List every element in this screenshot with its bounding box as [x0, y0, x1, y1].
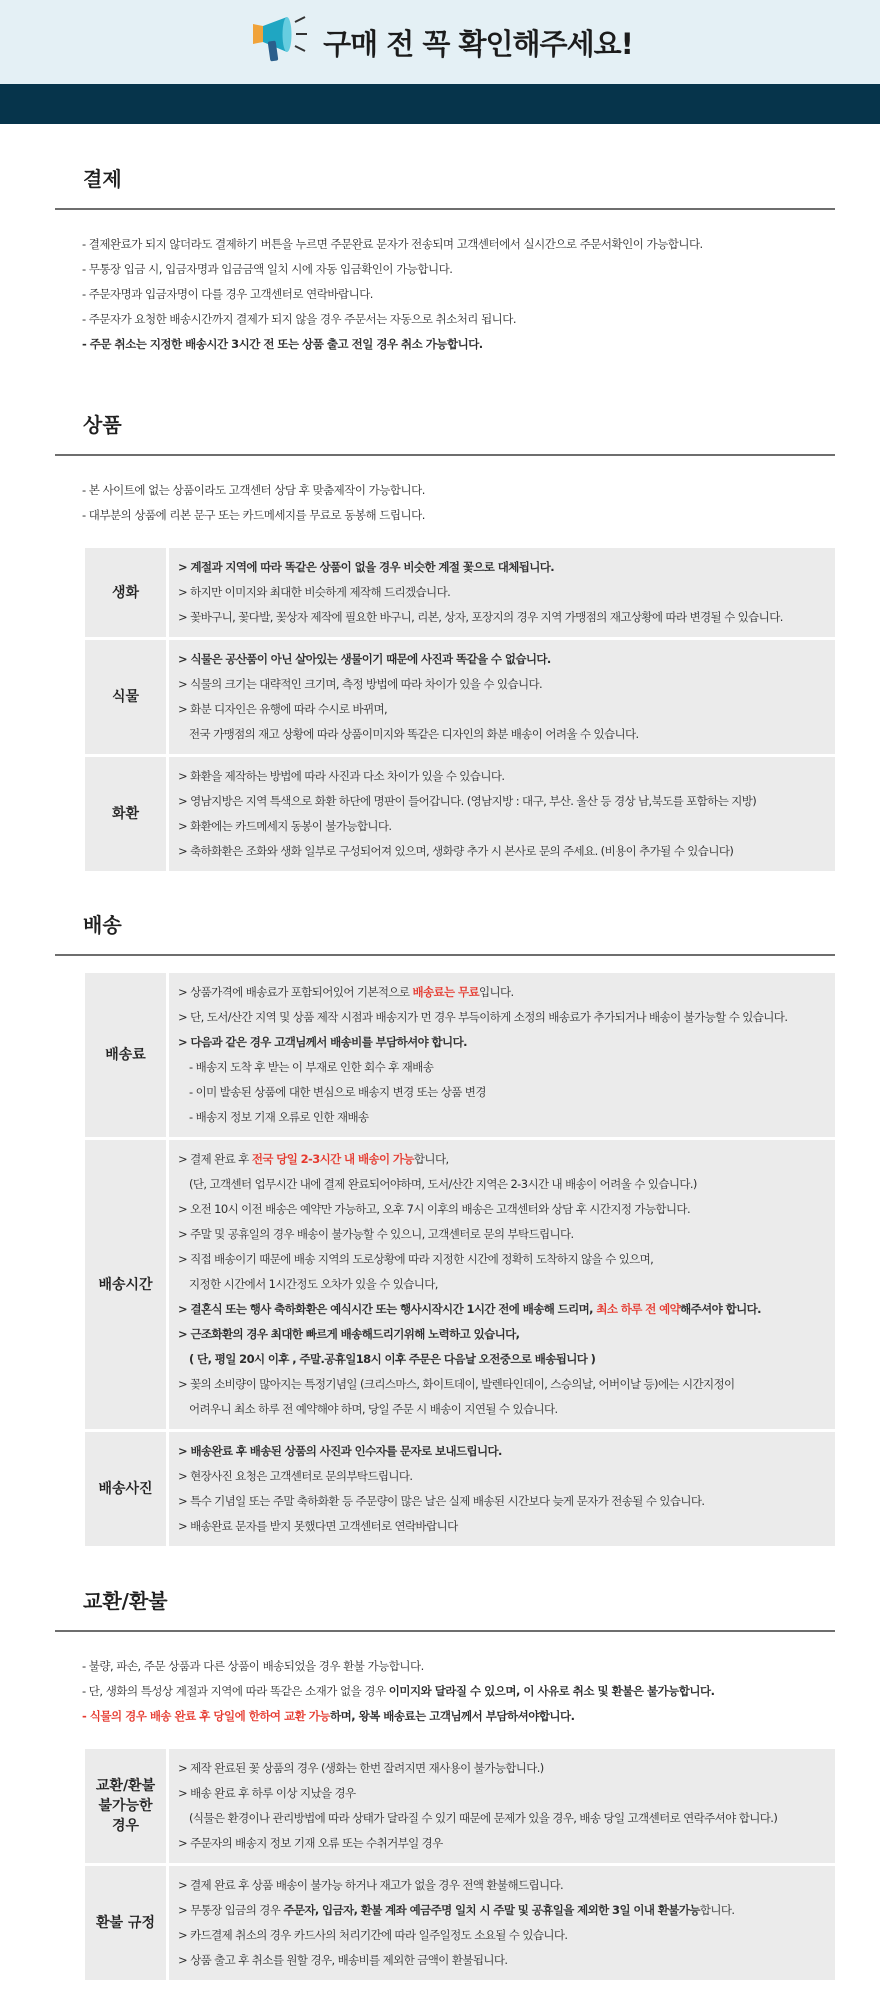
row-line: > 배송완료 후 배송된 상품의 사진과 인수자를 문자로 보내드립니다.: [178, 1444, 502, 1458]
section-divider: [55, 208, 835, 210]
exchange-title: 교환/환불: [83, 1589, 168, 1613]
product-section: [55, 410, 835, 874]
row-head-fresh-flower: 생화: [85, 548, 166, 637]
table-row: [85, 973, 835, 1137]
row-head-plant: 식물: [85, 640, 166, 754]
row-line: > 배송 완료 후 하루 이상 지났을 경우: [178, 1786, 356, 1800]
exchange-section: [55, 1586, 835, 1983]
product-note: - 대부분의 상품에 리본 문구 또는 카드메세지를 무료로 동봉해 드립니다.: [82, 508, 425, 522]
row-line: > 식물은 공산품이 아닌 살아있는 생물이기 때문에 사진과 똑같을 수 없습니다.: [178, 652, 551, 666]
section-divider: [55, 954, 835, 956]
row-line: > 화환에는 카드메세지 동봉이 불가능합니다.: [178, 819, 392, 833]
row-line: 전국 가맹점의 재고 상황에 따라 상품이미지와 똑같은 디자인의 화분 배송이 어려울 수 있습니다.: [189, 727, 639, 741]
row-line: > 제작 완료된 꽃 상품의 경우 (생화는 한번 잘려지면 재사용이 불가능합니다.): [178, 1761, 544, 1775]
table-row: [85, 640, 835, 754]
row-head-unavailable: 교환/환불 불가능한 경우: [85, 1749, 166, 1863]
row-line: > 결혼식 또는 행사 축하화환은 예식시간 또는 행사시작시간 1시간 전에 배송해 드리며, 최소 하루 전 예약해주셔야 합니다.: [178, 1302, 761, 1316]
row-line: - 이미 발송된 상품에 대한 변심으로 배송지 변경 또는 상품 변경: [189, 1085, 486, 1099]
table-row: [85, 1866, 835, 1980]
payment-note: - 무통장 입금 시, 입금자명과 입금금액 일치 시에 자동 입금확인이 가능합니다.: [82, 262, 453, 276]
product-info-table: [82, 545, 838, 874]
row-line: > 현장사진 요청은 고객센터로 문의부탁드립니다.: [178, 1469, 413, 1483]
row-line: > 화분 디자인은 유행에 따라 수시로 바뀌며,: [178, 702, 388, 716]
payment-section: [55, 164, 835, 357]
row-line: > 주문자의 배송지 정보 기재 오류 또는 수취거부일 경우: [178, 1836, 443, 1850]
row-line: > 단, 도서/산간 지역 및 상품 제작 시점과 배송지가 먼 경우 부득이하게 소정의 배송료가 추가되거나 배송이 불가능할 수 있습니다.: [178, 1010, 788, 1024]
payment-note: - 결제완료가 되지 않더라도 결제하기 버튼을 누르면 주문완료 문자가 전송되며 고객센터에서 실시간으로 주문서확인이 가능합니다.: [82, 237, 703, 251]
row-head-refund-policy: 환불 규정: [85, 1866, 166, 1980]
product-title: 상품: [83, 413, 122, 437]
payment-note: - 주문자명과 입금자명이 다를 경우 고객센터로 연락바랍니다.: [82, 287, 373, 301]
row-line: 지정한 시간에서 1시간정도 오차가 있을 수 있습니다,: [189, 1277, 438, 1291]
row-line: > 하지만 이미지와 최대한 비슷하게 제작해 드리겠습니다.: [178, 585, 451, 599]
row-line: > 오전 10시 이전 배송은 예약만 가능하고, 오후 7시 이후의 배송은 고객센터와 상담 후 시간지정 가능합니다.: [178, 1202, 690, 1216]
row-line: > 근조화환의 경우 최대한 빠르게 배송해드리기위해 노력하고 있습니다,: [178, 1327, 520, 1341]
row-line: > 다음과 같은 경우 고객님께서 배송비를 부담하셔야 합니다.: [178, 1035, 467, 1049]
exchange-note: - 단, 생화의 특성상 계절과 지역에 따라 똑같은 소재가 없을 경우 이미지와 달라질 수 있으며, 이 사유로 취소 및 환불은 불가능합니다.: [82, 1684, 715, 1698]
delivery-info-table: [82, 970, 838, 1549]
table-row: [85, 1140, 835, 1429]
table-row: [85, 1749, 835, 1863]
payment-note: - 주문 취소는 지정한 배송시간 3시간 전 또는 상품 출고 전일 경우 취소 가능합니다.: [82, 337, 483, 351]
banner-title: 구매 전 꼭 확인해주세요!: [323, 26, 633, 61]
row-line: > 축하화환은 조화와 생화 일부로 구성되어져 있으며, 생화량 추가 시 본사로 문의 주세요. (비용이 추가될 수 있습니다): [178, 844, 734, 858]
section-divider: [55, 454, 835, 456]
row-line: > 특수 기념일 또는 주말 축하화환 등 주문량이 많은 날은 실제 배송된 시간보다 늦게 문자가 전송될 수 있습니다.: [178, 1494, 705, 1508]
row-head-delivery-time: 배송시간: [85, 1140, 166, 1429]
row-line: > 꽃의 소비량이 많아지는 특정기념일 (크리스마스, 화이트데이, 발렌타인데이, 스승의날, 어버이날 등)에는 시간지정이: [178, 1377, 735, 1391]
row-line: (단, 고객센터 업무시간 내에 결제 완료되어야하며, 도서/산간 지역은 2-3시간 내 배송이 어려울 수 있습니다.): [189, 1177, 697, 1191]
row-line: ( 단, 평일 20시 이후 , 주말.공휴일18시 이후 주문은 다음날 오전중으로 배송됩니다 ): [189, 1352, 596, 1366]
row-line: > 카드결제 취소의 경우 카드사의 처리기간에 따라 일주일정도 소요될 수 있습니다.: [178, 1928, 568, 1942]
megaphone-icon: [247, 12, 309, 72]
row-line: > 배송완료 문자를 받지 못했다면 고객센터로 연락바랍니다: [178, 1519, 458, 1533]
row-line: > 직접 배송이기 때문에 배송 지역의 도로상황에 따라 지정한 시간에 정확히 도착하지 않을 수 있으며,: [178, 1252, 654, 1266]
row-line: > 결제 완료 후 상품 배송이 불가능 하거나 재고가 없을 경우 전액 환불해드립니다.: [178, 1878, 564, 1892]
row-line: > 식물의 크기는 대략적인 크기며, 측정 방법에 따라 차이가 있을 수 있습니다.: [178, 677, 543, 691]
payment-note: - 주문자가 요청한 배송시간까지 결제가 되지 않을 경우 주문서는 자동으로 취소처리 됩니다.: [82, 312, 517, 326]
row-line: > 주말 및 공휴일의 경우 배송이 불가능할 수 있으니, 고객센터로 문의 부탁드립니다.: [178, 1227, 574, 1241]
row-line: > 무통장 입금의 경우 주문자, 입금자, 환불 계좌 예금주명 일치 시 주말 및 공휴일을 제외한 3일 이내 환불가능합니다.: [178, 1903, 735, 1917]
row-line: 어려우니 최소 하루 전 예약해야 하며, 당일 주문 시 배송이 지연될 수 있습니다.: [189, 1402, 558, 1416]
row-head-wreath: 화환: [85, 757, 166, 871]
section-divider: [55, 1630, 835, 1632]
row-line: - 배송지 도착 후 받는 이 부재로 인한 회수 후 재배송: [189, 1060, 434, 1074]
row-line: > 영남지방은 지역 특색으로 화환 하단에 명판이 들어갑니다. (영남지방 : 대구, 부산. 울산 등 경상 남,북도를 포함하는 지방): [178, 794, 757, 808]
row-line: > 화환을 제작하는 방법에 따라 사진과 다소 차이가 있을 수 있습니다.: [178, 769, 505, 783]
exchange-note: - 식물의 경우 배송 완료 후 당일에 한하여 교환 가능하며, 왕복 배송료는 고객님께서 부담하셔야합니다.: [82, 1709, 575, 1723]
same-day-highlight: 전국 당일 2-3시간 내 배송이 가능: [251, 1152, 414, 1166]
row-line: > 결제 완료 후 전국 당일 2-3시간 내 배송이 가능합니다,: [178, 1152, 449, 1166]
row-line: > 상품 출고 후 취소를 원할 경우, 배송비를 제외한 금액이 환불됩니다.: [178, 1953, 508, 1967]
row-head-delivery-photo: 배송사진: [85, 1432, 166, 1546]
exchange-info-table: [82, 1746, 838, 1983]
row-line: (식물은 환경이나 관리방법에 따라 상태가 달라질 수 있기 때문에 문제가 있을 경우, 배송 당일 고객센터로 연락주셔야 합니다.): [189, 1811, 778, 1825]
row-line: > 상품가격에 배송료가 포함되어있어 기본적으로 배송료는 무료입니다.: [178, 985, 514, 999]
exchange-note: - 불량, 파손, 주문 상품과 다른 상품이 배송되었을 경우 환불 가능합니다.: [82, 1659, 424, 1673]
row-head-delivery-fee: 배송료: [85, 973, 166, 1137]
delivery-section: [55, 910, 835, 1549]
banner-divider-bar: [0, 84, 880, 124]
table-row: [85, 548, 835, 637]
delivery-title: 배송: [83, 913, 122, 937]
row-line: - 배송지 정보 기재 오류로 인한 재배송: [189, 1110, 369, 1124]
free-shipping-highlight: 배송료는 무료: [412, 985, 479, 999]
notice-banner: [0, 0, 880, 84]
row-line: > 계절과 지역에 따라 똑같은 상품이 없을 경우 비슷한 계절 꽃으로 대체됩니다.: [178, 560, 555, 574]
payment-title: 결제: [83, 167, 122, 191]
table-row: [85, 1432, 835, 1546]
reservation-highlight: 최소 하루 전 예약: [596, 1302, 681, 1316]
row-line: > 꽃바구니, 꽃다발, 꽃상자 제작에 필요한 바구니, 리본, 상자, 포장지의 경우 지역 가맹점의 재고상황에 따라 변경될 수 있습니다.: [178, 610, 783, 624]
product-note: - 본 사이트에 없는 상품이라도 고객센터 상담 후 맞춤제작이 가능합니다.: [82, 483, 425, 497]
table-row: [85, 757, 835, 871]
